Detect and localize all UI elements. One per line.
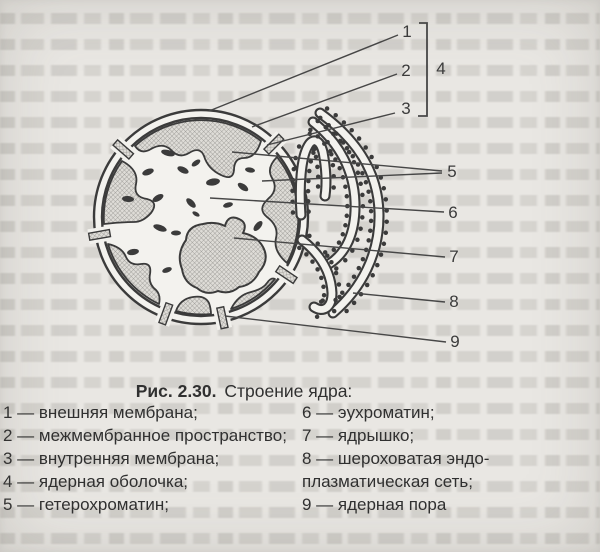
ribosome-dot bbox=[341, 232, 346, 237]
ribosome-dot bbox=[370, 273, 375, 278]
ribosome-dot bbox=[306, 209, 311, 214]
legend-item-7: 7 — ядрышко; bbox=[302, 426, 415, 445]
ribosome-dot bbox=[357, 266, 362, 271]
legend-item-1: 1 — внешняя мембрана; bbox=[3, 403, 198, 422]
ribosome-dot bbox=[329, 260, 334, 265]
legend-item-8-wrap: плазматическая сеть; bbox=[302, 472, 473, 491]
ribosome-dot bbox=[315, 165, 320, 170]
ribosome-dot bbox=[311, 147, 316, 152]
ribosome-dot bbox=[333, 113, 338, 118]
ribosome-dot bbox=[334, 266, 339, 271]
ribosome-dot bbox=[355, 238, 360, 243]
ribosome-dot bbox=[357, 136, 362, 141]
ribosome-dot bbox=[340, 290, 345, 295]
ribosome-dot bbox=[343, 258, 348, 263]
ribosome-dot bbox=[304, 252, 309, 257]
callout-number-3: 3 bbox=[401, 99, 411, 118]
ribosome-dot bbox=[384, 231, 389, 236]
ribosome-dot bbox=[337, 166, 342, 171]
legend-item-5: 5 — гетерохроматин; bbox=[3, 495, 169, 514]
ribosome-dot bbox=[325, 106, 330, 111]
ribosome-dot bbox=[379, 252, 384, 257]
ribosome-dot bbox=[306, 199, 311, 204]
ribosome-dot bbox=[334, 271, 339, 276]
ribosome-dot bbox=[334, 131, 339, 136]
callout-number-7: 7 bbox=[449, 247, 459, 266]
rough-er bbox=[290, 106, 389, 319]
ribosome-dot bbox=[346, 283, 351, 288]
ribosome-dot bbox=[375, 263, 380, 268]
ribosome-dot bbox=[369, 155, 374, 160]
legend-item-2: 2 — межмембранное пространство; bbox=[3, 426, 287, 445]
legend-left-column bbox=[3, 401, 301, 516]
ribosome-dot bbox=[369, 209, 374, 214]
ribosome-dot bbox=[314, 155, 319, 160]
ribosome-dot bbox=[297, 144, 302, 149]
ribosome-dot bbox=[366, 238, 371, 243]
callout-number-5: 5 bbox=[447, 162, 457, 181]
ribosome-dot bbox=[306, 189, 311, 194]
ribosome-dot bbox=[318, 116, 323, 121]
ribosome-dot bbox=[307, 234, 312, 239]
legend-item-4: 4 — ядерная оболочка; bbox=[3, 472, 189, 491]
ribosome-dot bbox=[384, 219, 389, 224]
callout-number-8: 8 bbox=[449, 292, 459, 311]
ribosome-dot bbox=[291, 210, 296, 215]
ribosome-dot bbox=[344, 309, 349, 314]
ribosome-dot bbox=[315, 134, 320, 139]
ribosome-dot bbox=[308, 128, 313, 133]
ribosome-dot bbox=[369, 219, 374, 224]
ribosome-dot bbox=[365, 283, 370, 288]
ribosome-dot bbox=[356, 171, 361, 176]
ribosome-dot bbox=[319, 276, 324, 281]
legend-right-column bbox=[302, 401, 598, 516]
ribosome-dot bbox=[331, 185, 336, 190]
ribosome-dot bbox=[326, 123, 331, 128]
ribosome-dot bbox=[343, 223, 348, 228]
ribosome-dot bbox=[358, 226, 363, 231]
ribosome-dot bbox=[319, 299, 324, 304]
ribosome-dot bbox=[384, 197, 389, 202]
ribosome-dot bbox=[337, 240, 342, 245]
ribosome-dot bbox=[364, 180, 369, 185]
ribosome-dot bbox=[343, 184, 348, 189]
callout-bracket-4 bbox=[418, 23, 427, 116]
ribosome-dot bbox=[297, 246, 302, 251]
figure-caption bbox=[0, 381, 488, 401]
ribosome-dot bbox=[366, 189, 371, 194]
ribosome-dot bbox=[331, 163, 336, 168]
ribosome-dot bbox=[382, 186, 387, 191]
legend-item-6: 6 — эухроматин; bbox=[302, 403, 435, 422]
callout-number-2: 2 bbox=[401, 61, 411, 80]
callout-line-9 bbox=[225, 316, 446, 342]
legend-item-9: 9 — ядерная пора bbox=[302, 495, 447, 514]
ribosome-dot bbox=[368, 199, 373, 204]
ribosome-dot bbox=[329, 152, 334, 157]
ribosome-dot bbox=[322, 293, 327, 298]
ribosome-dot bbox=[347, 150, 352, 155]
ribosome-dot bbox=[358, 182, 363, 187]
ribosome-dot bbox=[307, 169, 312, 174]
callout-number-4: 4 bbox=[436, 59, 446, 78]
callout-number-1: 1 bbox=[402, 22, 412, 41]
ribosome-dot bbox=[345, 194, 350, 199]
ribosome-dot bbox=[321, 285, 326, 290]
ribosome-dot bbox=[360, 171, 365, 176]
callout-number-9: 9 bbox=[450, 332, 460, 351]
callout-line-8 bbox=[353, 293, 445, 302]
ribosome-dot bbox=[316, 184, 321, 189]
ribosome-dot bbox=[315, 315, 320, 320]
ribosome-dot bbox=[360, 193, 365, 198]
callout-numbers bbox=[401, 22, 459, 351]
chromatin-granule bbox=[171, 231, 181, 236]
ribosome-dot bbox=[292, 167, 297, 172]
ribosome-dot bbox=[323, 250, 328, 255]
ribosome-dot bbox=[382, 242, 387, 247]
ribosome-dot bbox=[332, 248, 337, 253]
legend-item-8: 8 — шероховатая эндо- bbox=[302, 449, 490, 468]
ribosome-dot bbox=[341, 140, 346, 145]
ribosome-dot bbox=[351, 154, 356, 159]
legend-item-3: 3 — внутренняя мембрана; bbox=[3, 449, 220, 468]
ribosome-dot bbox=[345, 214, 350, 219]
ribosome-dot bbox=[333, 298, 338, 303]
ribosome-dot bbox=[363, 145, 368, 150]
ribosome-dot bbox=[342, 120, 347, 125]
ribosome-dot bbox=[315, 267, 320, 272]
ribosome-dot bbox=[360, 215, 365, 220]
ribosome-dot bbox=[368, 228, 373, 233]
callout-line-1 bbox=[209, 35, 398, 111]
ribosome-dot bbox=[352, 274, 357, 279]
figure-caption-label: Рис. 2.30. bbox=[135, 381, 217, 401]
ribosome-dot bbox=[332, 309, 337, 314]
ribosome-dot bbox=[290, 189, 295, 194]
ribosome-dot bbox=[310, 259, 315, 264]
ribosome-dot bbox=[337, 282, 342, 287]
callout-number-6: 6 bbox=[448, 203, 458, 222]
ribosome-dot bbox=[337, 295, 342, 300]
ribosome-dot bbox=[345, 146, 350, 151]
ribosome-dot bbox=[361, 257, 366, 262]
ribosome-dot bbox=[325, 140, 330, 145]
ribosome-dot bbox=[349, 128, 354, 133]
figure-caption-title: Строение ядра: bbox=[224, 381, 353, 401]
ribosome-dot bbox=[352, 301, 357, 306]
